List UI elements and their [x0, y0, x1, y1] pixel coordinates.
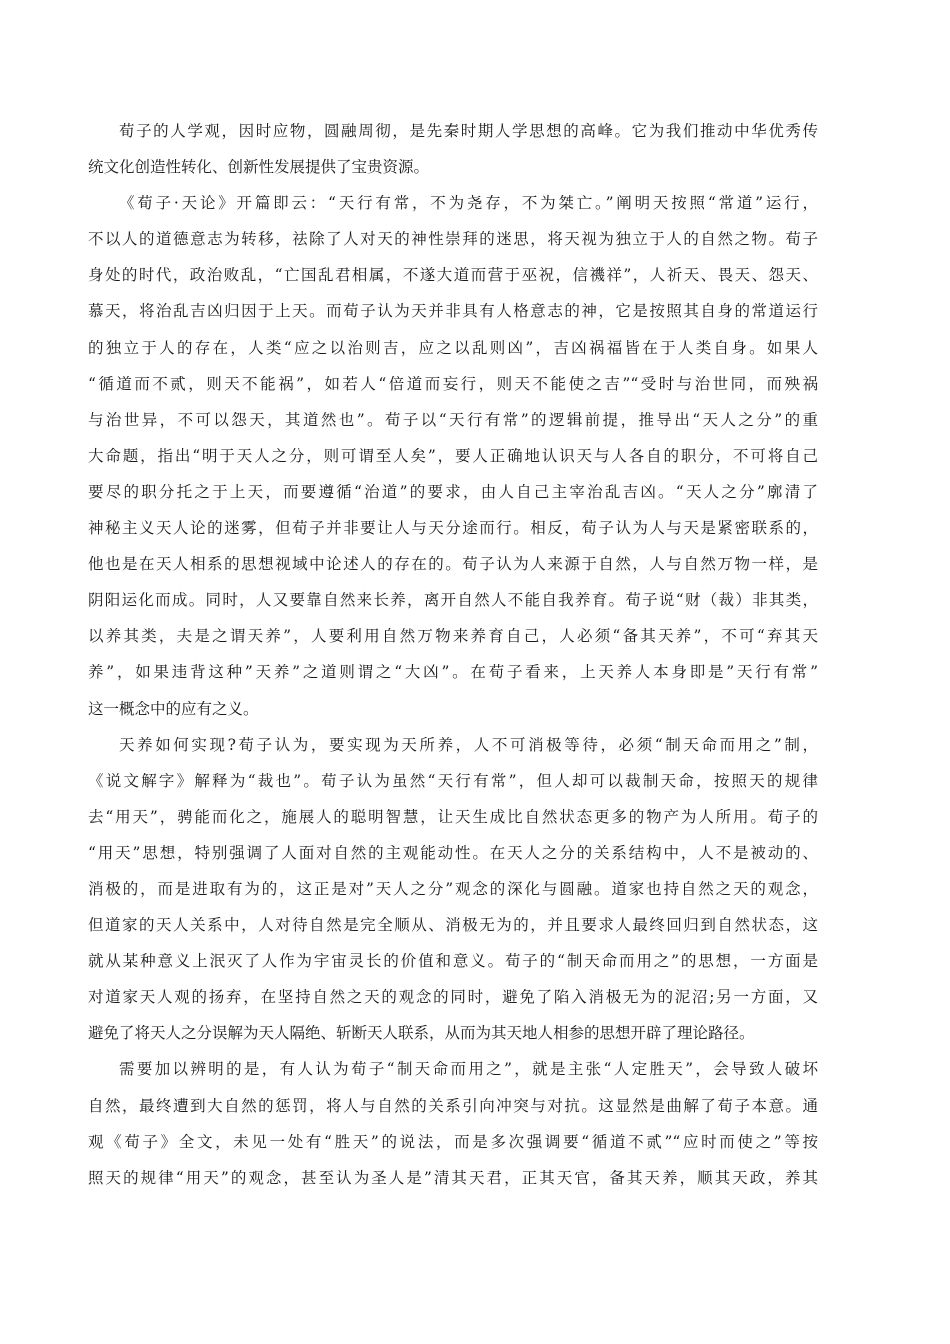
text-line: “循道而不贰，则天不能祸”，如若人“倍道而妄行，则天不能使之吉”“受时与治世同，而殃祸: [88, 374, 818, 393]
paragraph: [88, 185, 818, 726]
text-line: 统文化创造性转化、创新性发展提供了宝贵资源。: [88, 158, 430, 177]
text-line: 对道家天人观的扬弃，在坚持自然之天的观念的同时，避免了陷入消极无为的泥沼;另一方面，又: [88, 988, 818, 1007]
text-line: 与治世异，不可以怨天，其道然也”。荀子以“天行有常”的逻辑前提，推导出“天人之分”的重: [88, 410, 818, 429]
text-line: 大命题，指出“明于天人之分，则可谓至人矣”，要人正确地认识天与人各自的职分，不可将自己: [88, 446, 818, 465]
text-line: 去“用天”，骋能而化之，施展人的聪明智慧，让天生成比自然状态更多的物产为人所用。荀子的: [88, 807, 818, 826]
text-line: 天养如何实现?荀子认为，要实现为天所养，人不可消极等待，必须“制天命而用之”制，: [119, 735, 818, 754]
text-line: 但道家的天人关系中，人对待自然是完全顺从、消极无为的，并且要求人最终回归到自然状态，这: [88, 916, 818, 935]
text-line: 不以人的道德意志为转移，祛除了人对天的神性崇拜的迷思，将天视为独立于人的自然之物。荀子: [88, 230, 818, 249]
text-line: 身处的时代，政治败乱，“亡国乱君相属，不遂大道而营于巫祝，信禨祥”，人祈天、畏天、怨天、: [88, 266, 818, 285]
text-line: “用天”思想，特别强调了人面对自然的主观能动性。在天人之分的关系结构中，人不是被动的、: [88, 843, 818, 862]
text-line: 消极的，而是进取有为的，这正是对”天人之分”观念的深化与圆融。道家也持自然之天的观念，: [88, 879, 818, 898]
text-line: 阴阳运化而成。同时，人又要靠自然来长养，离开自然人不能自我养育。荀子说“财（裁）非其类，: [88, 591, 818, 610]
text-line: 需要加以辨明的是，有人认为荀子“制天命而用之”，就是主张“人定胜天”，会导致人破坏: [119, 1060, 818, 1079]
text-line: 神秘主义天人论的迷雾，但荀子并非要让人与天分途而行。相反，荀子认为人与天是紧密联系的，: [88, 519, 818, 538]
paragraph: [88, 727, 818, 1052]
text-line: 养”，如果违背这种”天养”之道则谓之“大凶”。在荀子看来，上天养人本身即是”天行有常”: [88, 663, 818, 682]
text-line: 《荀子·天论》开篇即云：“天行有常，不为尧存，不为桀亡。”阐明天按照“常道”运行，: [119, 194, 818, 213]
text-line: 他也是在天人相系的思想视域中论述人的存在的。荀子认为人来源于自然，人与自然万物一样，是: [88, 555, 818, 574]
text-line: 《说文解字》解释为“裁也”。荀子认为虽然“天行有常”，但人却可以裁制天命，按照天的规律: [88, 771, 818, 790]
text-line: 以养其类，夫是之谓天养”，人要利用自然万物来养育自己，人必须“备其天养”，不可“弃其天: [88, 627, 818, 646]
text-line: 这一概念中的应有之义。: [88, 699, 259, 718]
text-line: 照天的规律“用天”的观念，甚至认为圣人是”清其天君，正其天官，备其天养，顺其天政，养其: [88, 1168, 818, 1187]
text-line: 荀子的人学观，因时应物，圆融周彻，是先秦时期人学思想的高峰。它为我们推动中华优秀传: [119, 122, 818, 140]
text-line: 观《荀子》全文，未见一处有“胜天”的说法，而是多次强调要“循道不贰”“应时而使之”等按: [88, 1132, 818, 1151]
paragraph: [88, 113, 818, 185]
text-line: 慕天，将治乱吉凶归因于上天。而荀子认为天并非具有人格意志的神，它是按照其自身的常道运行: [88, 302, 818, 321]
text-line: 避免了将天人之分误解为天人隔绝、斩断天人联系，从而为其天地人相参的思想开辟了理论路径。: [88, 1024, 755, 1043]
text-line: 要尽的职分托之于上天，而要遵循“治道”的要求，由人自己主宰治乱吉凶。“天人之分”廓清了: [88, 482, 818, 501]
article-body: [88, 113, 818, 1196]
text-line: 的独立于人的存在，人类“应之以治则吉，应之以乱则凶”，吉凶祸福皆在于人类自身。如果人: [88, 338, 818, 357]
paragraph: [88, 1051, 818, 1195]
text-line: 就从某种意义上泯灭了人作为宇宙灵长的价值和意义。荀子的“制天命而用之”的思想，一方面是: [88, 952, 818, 971]
text-line: 自然，最终遭到大自然的惩罚，将人与自然的关系引向冲突与对抗。这显然是曲解了荀子本意。通: [88, 1096, 818, 1115]
